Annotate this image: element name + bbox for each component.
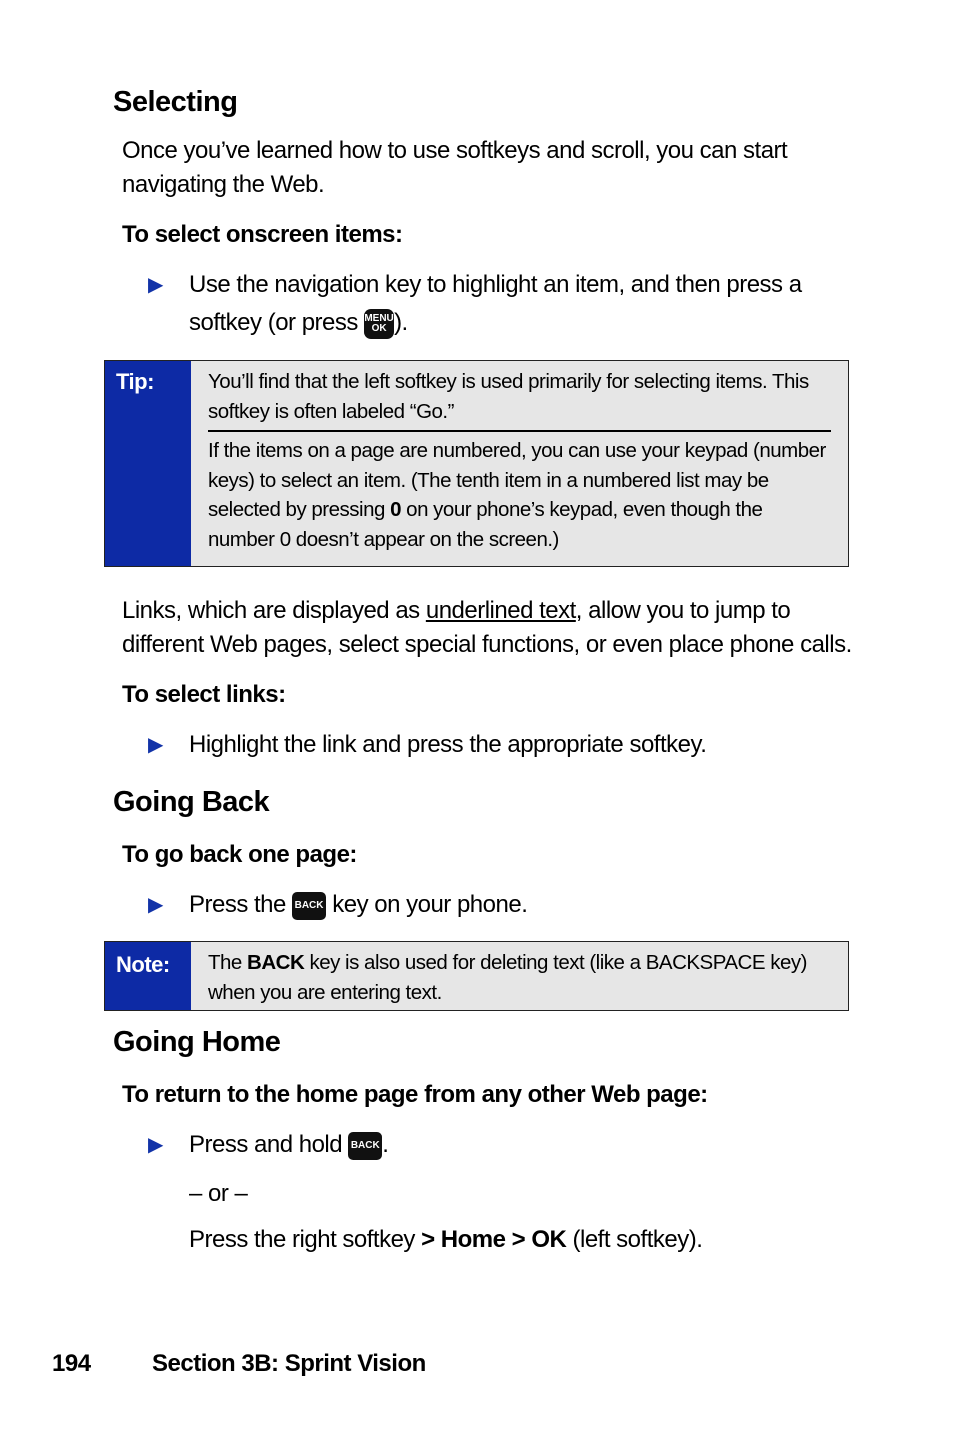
going-back-heading: Going Back (113, 786, 270, 818)
go-home-text-start: Press and hold (189, 1131, 349, 1158)
bullet-text-end: ). (394, 309, 408, 336)
note-text-start: The (208, 951, 248, 974)
underlined-text-example: underlined text (425, 597, 576, 624)
right-triangle-icon: ▶ (148, 894, 163, 916)
tip-para-2 (208, 436, 830, 554)
note-text (208, 948, 830, 1007)
go-back-text-start: Press the (189, 891, 293, 918)
tip-para-2-start: If the items on a page are numbered, you can use your keypad (number keys) to select an item. (The tenth item in a numbered list may be selected by pressing (208, 439, 826, 521)
go-home-bullet (148, 1126, 838, 1166)
menu-ok-key-icon (364, 309, 394, 339)
alt-text-start: Press the right softkey (189, 1226, 422, 1253)
go-back-subheading: To go back one page: (122, 841, 357, 868)
menu-key-line2: OK (371, 322, 387, 334)
links-paragraph (122, 594, 857, 662)
go-home-text-end: . (382, 1131, 389, 1158)
go-back-bullet-text (189, 886, 839, 924)
go-home-alternative (189, 1226, 702, 1254)
tip-label: Tip: (105, 361, 191, 566)
select-links-bullet (148, 726, 838, 766)
or-separator: – or – (189, 1180, 248, 1207)
tip-para-2-bold: 0 (390, 498, 401, 521)
bullet-text-start: Use the navigation key to highlight an item, and then press a softkey (or press (189, 271, 802, 336)
select-onscreen-bullet (148, 266, 838, 346)
right-triangle-icon: ▶ (148, 1134, 163, 1156)
tip-para-1: You’ll find that the left softkey is used primarily for selecting items. This softkey is often labeled “Go.” (208, 370, 809, 423)
note-text-bold: BACK (247, 951, 305, 974)
go-back-bullet (148, 886, 838, 926)
note-text-end: key is also used for deleting text (like a BACKSPACE key) when you are entering text. (208, 951, 807, 1004)
page-number: 194 (52, 1350, 91, 1377)
links-para-end: , allow you to jump to different Web pages, select special functions, or even place phone calls. (122, 597, 852, 658)
go-back-text-end: key on your phone. (326, 891, 528, 918)
go-home-bullet-text (189, 1126, 839, 1164)
right-triangle-icon: ▶ (148, 274, 163, 296)
tip-divider (208, 430, 831, 432)
go-home-subheading: To return to the home page from any other Web page: (122, 1081, 708, 1108)
section-title: Section 3B: Sprint Vision (152, 1350, 426, 1377)
going-home-heading: Going Home (113, 1026, 281, 1058)
alt-text-bold: > Home > OK (421, 1226, 567, 1253)
tip-box (104, 360, 849, 567)
menu-key-line1: MENU (364, 312, 394, 324)
note-label: Note: (105, 942, 191, 1010)
back-key-icon: BACK (348, 1132, 382, 1160)
back-key-icon: BACK (292, 892, 326, 920)
tip-para-2-end: on your phone’s keypad, even though the number 0 doesn’t appear on the screen.) (208, 498, 763, 551)
alt-text-end: (left softkey). (566, 1226, 703, 1253)
select-onscreen-bullet-text (189, 266, 839, 342)
note-box (104, 941, 849, 1011)
right-triangle-icon: ▶ (148, 734, 163, 756)
select-onscreen-subheading: To select onscreen items: (122, 221, 403, 248)
select-links-subheading: To select links: (122, 681, 286, 708)
selecting-intro: Once you’ve learned how to use softkeys and scroll, you can start navigating the Web. (122, 137, 788, 198)
select-links-bullet-text: Highlight the link and press the appropriate softkey. (189, 731, 707, 758)
selecting-heading: Selecting (113, 86, 238, 118)
links-para-start: Links, which are displayed as (122, 597, 426, 624)
